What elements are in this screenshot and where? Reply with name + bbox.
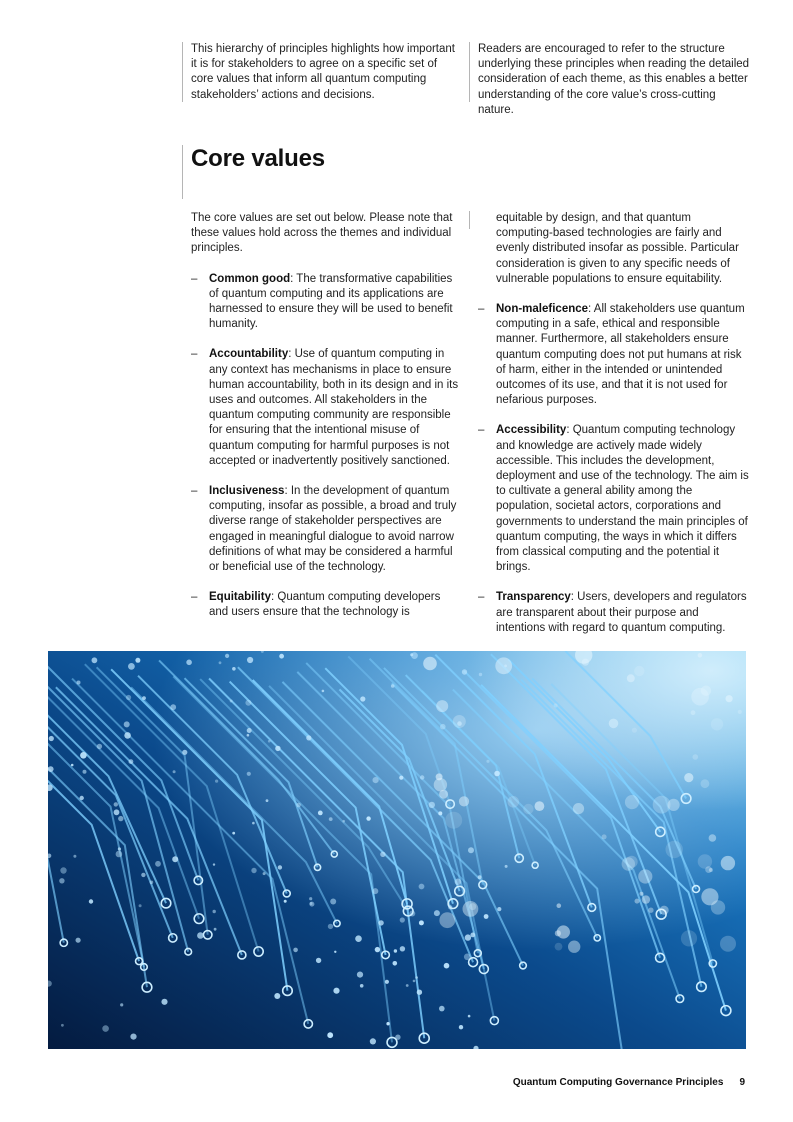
circuit-dot: [245, 700, 251, 706]
circuit-dot: [61, 1024, 64, 1027]
bokeh-light: [666, 841, 683, 858]
bokeh-light: [698, 653, 703, 658]
circuit-dot: [385, 980, 389, 984]
circuit-dot: [219, 661, 222, 664]
bokeh-light: [609, 719, 619, 729]
circuit-board-icon: [48, 651, 746, 1049]
circuit-dot: [268, 740, 271, 743]
column-rule: [182, 42, 183, 102]
circuit-dot: [394, 949, 397, 952]
circuit-dot: [102, 1025, 109, 1032]
circuit-dot: [215, 780, 218, 783]
circuit-dot: [378, 920, 383, 925]
circuit-dot: [118, 847, 121, 850]
circuit-dot: [438, 811, 442, 815]
bokeh-light: [638, 869, 652, 883]
bokeh-light: [508, 796, 520, 808]
column-rule: [469, 42, 470, 102]
circuit-dot: [468, 1015, 471, 1018]
text-non-maleficence: : All stakeholders use quantum computing in a safe, ethical and responsible manner. Furthermore, all stakeholders ensure quantum computing does not put humans at risk of harm, either in the intended or unintended outcomes of its use, and that it is not used for nefarious purposes.: [496, 303, 745, 407]
intro-right-paragraph: Readers are encouraged to refer to the structure underlying these principles when reading the detailed consideration of each theme, as this enables a better understanding of the core value’s cross-cutting nature.: [478, 43, 750, 116]
list-dash: –: [478, 303, 485, 316]
circuit-dot: [465, 934, 471, 940]
section-heading: Core values: [191, 145, 325, 172]
circuit-dot: [296, 803, 301, 808]
circuit-dot: [155, 861, 161, 867]
circuit-dot: [71, 764, 74, 767]
circuit-dot: [275, 746, 280, 751]
circuit-dot: [92, 657, 98, 663]
text-equitability: : Quantum computing developers and users ensure that the technology is: [209, 591, 441, 619]
circuit-dot: [413, 980, 416, 983]
circuit-dot: [505, 865, 508, 868]
circuit-dot: [360, 984, 364, 988]
circuit-dot: [263, 872, 266, 875]
circuit-dot: [139, 904, 142, 907]
circuit-dot: [182, 750, 187, 755]
bokeh-light: [701, 779, 710, 788]
list-dash: –: [191, 272, 198, 285]
circuit-dot: [399, 776, 403, 780]
circuit-dot: [342, 820, 345, 823]
term-inclusiveness: Inclusiveness: [209, 485, 285, 498]
circuit-dot: [293, 948, 298, 953]
circuit-dot: [172, 856, 178, 862]
circuit-dot: [455, 879, 462, 886]
circuit-dot: [497, 907, 501, 911]
list-item-accountability: [191, 347, 459, 469]
list-item-equitability: [191, 590, 459, 620]
bokeh-light: [627, 674, 635, 682]
circuit-dot: [309, 897, 312, 900]
list-item-inclusiveness: [191, 484, 459, 575]
term-equitability: Equitability: [209, 591, 271, 604]
circuit-dot: [429, 802, 435, 808]
circuit-dot: [375, 947, 380, 952]
circuit-dot: [114, 809, 120, 815]
bokeh-light: [555, 943, 563, 951]
circuit-dot: [400, 946, 405, 951]
term-accessibility: Accessibility: [496, 424, 567, 437]
circuit-dot: [329, 817, 333, 821]
circuit-dot: [89, 899, 93, 903]
circuit-dot: [126, 695, 131, 700]
list-item-accessibility: [478, 423, 750, 575]
bokeh-light: [439, 912, 455, 928]
bokeh-light: [436, 700, 448, 712]
circuit-dot: [170, 704, 176, 710]
circuit-dot: [214, 928, 217, 931]
circuit-dot: [135, 658, 140, 663]
circuit-dot: [274, 993, 280, 999]
circuit-dot: [468, 847, 474, 853]
bokeh-light: [635, 899, 640, 904]
circuit-dot: [494, 771, 500, 777]
circuit-dot: [434, 910, 440, 916]
circuit-dot: [333, 988, 339, 994]
circuit-dot: [186, 660, 192, 666]
circuit-dot: [459, 1025, 463, 1029]
list-dash: –: [478, 591, 485, 604]
bokeh-light: [698, 854, 712, 868]
circuit-dot: [400, 917, 405, 922]
circuit-dot: [80, 796, 84, 800]
circuit-dot: [330, 899, 336, 905]
bokeh-light: [693, 754, 699, 760]
bokeh-light: [554, 703, 558, 707]
circuit-dot: [372, 888, 378, 894]
circuit-dot: [59, 878, 64, 883]
bokeh-light: [602, 834, 607, 839]
bokeh-light: [711, 718, 723, 730]
circuit-dot: [380, 852, 385, 857]
text-accessibility: : Quantum computing technology and knowledge are actively made widely accessible. This includes the development, deployment and use of the technology. The aim is to cultivate a general ability among the population, societal actors, corporations and governments to understand the main principles of quantum computing, the ways in which it differs from classical computing and the potential it brings.: [496, 424, 749, 574]
bokeh-light: [660, 906, 669, 915]
page-footer: [513, 1077, 745, 1088]
list-item-non-maleficence: [478, 302, 750, 408]
circuit-dot: [120, 1003, 123, 1006]
bokeh-light: [634, 666, 644, 676]
circuit-board-image: [48, 651, 746, 1049]
circuit-dot: [213, 910, 216, 913]
intro-left-paragraph: This hierarchy of principles highlights how important it is for stakeholders to agree on a specific set of core values that inform all quantum computing stakeholders’ actions and decisions.: [191, 43, 455, 101]
bokeh-light: [555, 930, 561, 936]
circuit-dot: [141, 873, 145, 877]
circuit-dot: [247, 728, 252, 733]
circuit-dot: [225, 654, 229, 658]
text-inclusiveness: : In the development of quantum computing, insofar as possible, a broad and truly diverse range of stakeholder perspectives are engaged in meaningful dialogue to avoid narrow definitions of what may be considered a harmful or beneficial use of the technology.: [209, 485, 457, 574]
bokeh-light: [642, 895, 650, 903]
list-dash: –: [478, 424, 485, 437]
bokeh-light: [436, 773, 443, 780]
circuit-dot: [440, 724, 446, 730]
circuit-dot: [355, 935, 362, 942]
circuit-dot: [247, 772, 251, 776]
bokeh-light: [711, 900, 725, 914]
circuit-dot: [406, 984, 409, 987]
term-common-good: Common good: [209, 272, 291, 285]
list-item-common-good: [191, 272, 459, 333]
circuit-dot: [417, 990, 422, 995]
bokeh-light: [684, 773, 693, 782]
bokeh-light: [573, 803, 584, 814]
body-left-column: [191, 211, 459, 636]
circuit-dot: [409, 911, 415, 917]
bokeh-light: [622, 857, 635, 870]
circuit-dot: [77, 681, 81, 685]
circuit-dot: [124, 732, 131, 739]
circuit-dot: [444, 963, 450, 969]
bokeh-light: [495, 657, 512, 674]
circuit-dot: [213, 863, 215, 865]
circuit-dot: [410, 653, 413, 656]
bokeh-light: [721, 856, 735, 870]
bokeh-light: [726, 695, 733, 702]
circuit-dot: [60, 867, 66, 873]
list-dash: –: [191, 591, 198, 604]
circuit-dot: [83, 770, 87, 774]
circuit-dot: [161, 999, 167, 1005]
bokeh-light: [557, 903, 562, 908]
circuit-dot: [230, 700, 233, 703]
circuit-dot: [278, 865, 282, 869]
circuit-dot: [73, 855, 76, 858]
circuit-dot: [479, 673, 482, 676]
circuit-dot: [373, 777, 379, 783]
circuit-dot: [252, 822, 255, 825]
circuit-dot: [464, 954, 471, 961]
bokeh-light: [469, 903, 476, 910]
circuit-dot: [129, 759, 134, 764]
circuit-dot: [197, 932, 204, 939]
circuit-dot: [306, 735, 311, 740]
bokeh-light: [625, 795, 639, 809]
bokeh-light: [709, 868, 713, 872]
circuit-dot: [360, 696, 365, 701]
circuit-dot: [232, 667, 236, 671]
bokeh-light: [720, 936, 736, 952]
circuit-dot: [484, 914, 489, 919]
bokeh-light: [640, 892, 644, 896]
circuit-dot: [266, 799, 269, 802]
bokeh-light: [535, 801, 545, 811]
heading-rule: [182, 145, 183, 199]
circuit-dot: [173, 770, 176, 773]
circuit-dot: [334, 951, 336, 953]
bokeh-light: [653, 796, 671, 814]
circuit-dot: [419, 920, 424, 925]
circuit-dot: [76, 938, 81, 943]
bokeh-light: [459, 796, 469, 806]
circuit-dot: [370, 1038, 376, 1044]
bokeh-light: [709, 834, 717, 842]
circuit-dot: [142, 696, 146, 700]
circuit-dot: [232, 832, 235, 835]
circuit-dot: [130, 1034, 136, 1040]
bokeh-light: [632, 728, 637, 733]
term-accountability: Accountability: [209, 348, 289, 361]
circuit-dot: [357, 972, 363, 978]
circuit-dot: [118, 816, 123, 821]
circuit-dot: [150, 881, 154, 885]
circuit-dot: [124, 721, 130, 727]
circuit-dot: [114, 802, 118, 806]
equitability-continued: equitable by design, and that quantum computing-based technologies are fairly and evenly distributed insofar as possible. Particular consideration is given to any specific needs of vulnerable populations to ensure equitability.: [496, 212, 739, 285]
bokeh-light: [648, 908, 653, 913]
circuit-dot: [393, 961, 398, 966]
term-non-maleficence: Non-maleficence: [496, 303, 589, 316]
bokeh-light: [568, 941, 580, 953]
circuit-dot: [284, 900, 287, 903]
circuit-dot: [470, 933, 475, 938]
circuit-dot: [247, 657, 253, 663]
circuit-dot: [395, 1035, 400, 1040]
circuit-dot: [316, 958, 321, 963]
term-transparency: Transparency: [496, 591, 571, 604]
footer-title: Quantum Computing Governance Principles: [512, 1077, 724, 1088]
circuit-dot: [247, 734, 250, 737]
bokeh-light: [423, 657, 437, 671]
bokeh-light: [445, 812, 462, 829]
circuit-dot: [420, 775, 424, 779]
circuit-dot: [80, 752, 87, 759]
list-dash: –: [191, 485, 198, 498]
text-transparency: : Users, developers and regulators are transparent about their purpose and intentions with regard to quantum computing.: [496, 591, 747, 634]
circuit-dot: [279, 654, 284, 659]
page-number: 9: [739, 1077, 745, 1088]
bokeh-light: [453, 715, 466, 728]
bokeh-light: [691, 688, 709, 706]
text-accountability: : Use of quantum computing in any context has mechanisms in place to ensure human accountability, both in its design and in its uses and outcomes. All stakeholders in the quantum computing community are responsible for ensuring that the intentional misuse of quantum computing for harmful purposes is not accepted or inadvertently positively sanctioned.: [209, 348, 459, 467]
core-values-intro: The core values are set out below. Please note that these values hold across the themes and individual principles.: [191, 212, 453, 255]
bokeh-light: [738, 710, 742, 714]
circuit-dot: [391, 684, 395, 688]
circuit-dot: [366, 816, 370, 820]
circuit-dot: [386, 1022, 389, 1025]
circuit-dot: [318, 811, 323, 816]
circuit-dot: [310, 902, 313, 905]
bokeh-light: [439, 790, 448, 799]
circuit-dot: [328, 924, 333, 929]
circuit-dot: [439, 1006, 445, 1012]
circuit-dot: [322, 690, 325, 693]
column-rule: [469, 211, 470, 229]
circuit-dot: [48, 766, 54, 772]
bokeh-light: [691, 710, 696, 715]
bokeh-light: [582, 659, 589, 666]
bokeh-light: [681, 930, 697, 946]
list-dash: –: [191, 348, 198, 361]
circuit-dot: [478, 875, 482, 879]
circuit-dot: [448, 905, 452, 909]
circuit-dot: [486, 760, 489, 763]
circuit-dot: [415, 976, 418, 979]
bokeh-light: [523, 804, 533, 814]
circuit-dot: [49, 736, 54, 741]
circuit-dot: [419, 884, 425, 890]
circuit-dot: [251, 868, 256, 873]
body-right-column: [478, 211, 750, 651]
text-common-good: : The transformative capabilities of quantum computing and its applications are harnessed to ensure they will be used to benefit humanity.: [209, 272, 453, 331]
circuit-dot: [128, 663, 135, 670]
circuit-dot: [97, 744, 102, 749]
circuit-dot: [116, 851, 123, 858]
list-item-transparency: [478, 590, 750, 636]
circuit-dot: [462, 669, 467, 674]
circuit-dot: [327, 1032, 333, 1038]
